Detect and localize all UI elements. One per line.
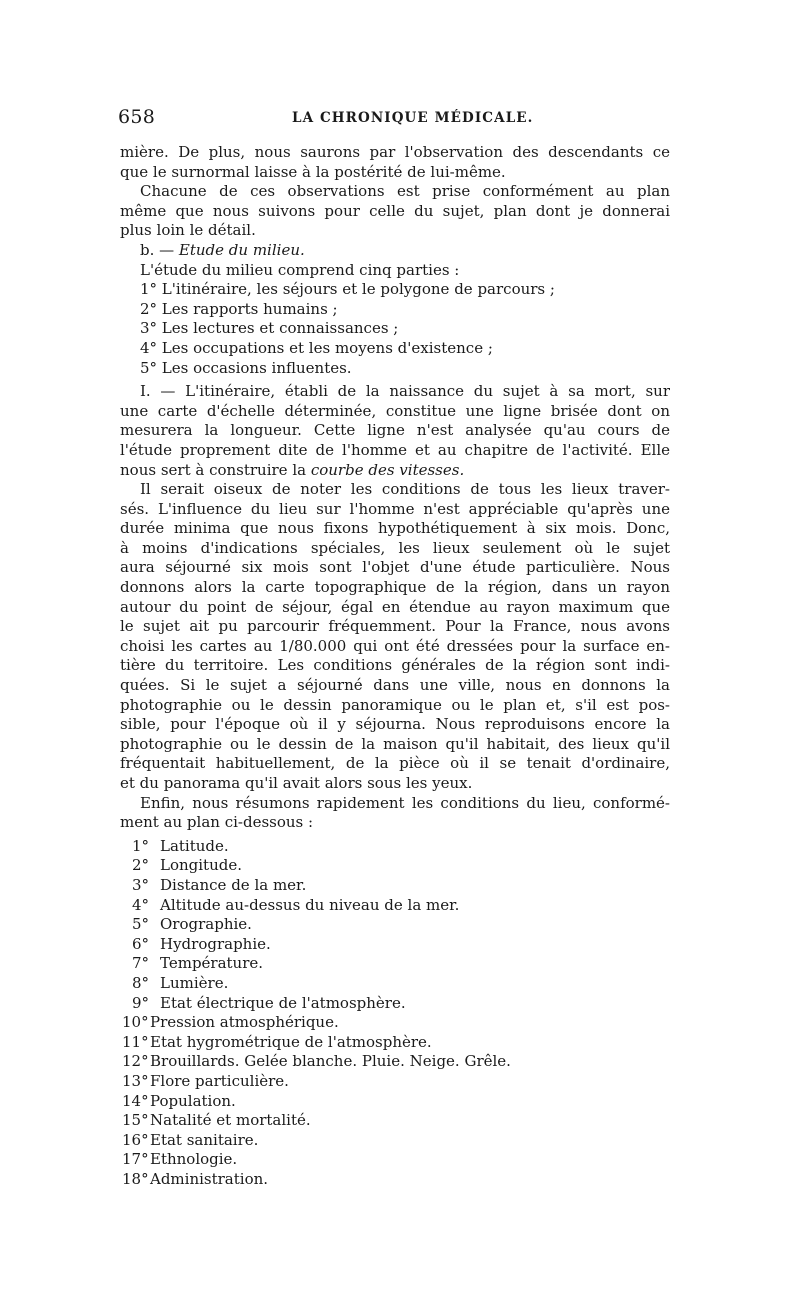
condition-number: 17° xyxy=(122,1150,149,1169)
condition-number: 3° xyxy=(132,875,150,894)
text-line: donnons alors la carte topographique de la région, dans un rayon xyxy=(120,578,670,597)
condition-item xyxy=(120,1131,670,1151)
section-prefix: b. — xyxy=(140,240,179,259)
text-line: que le surnormal laisse à la postérité de lui-même. xyxy=(120,162,506,181)
condition-item xyxy=(120,1052,670,1072)
condition-number: 14° xyxy=(122,1091,149,1110)
condition-number: 13° xyxy=(122,1071,149,1090)
condition-text: Latitude. xyxy=(160,836,229,855)
text-line: et du panorama qu'il avait alors sous les yeux. xyxy=(120,774,473,792)
page-number: 658 xyxy=(118,106,156,128)
text-line: Chacune de ces observations est prise conformément au plan xyxy=(140,182,670,201)
text-line: Il serait oiseux de noter les conditions de tous les lieux traver- xyxy=(140,480,670,499)
condition-number: 2° xyxy=(132,856,150,875)
page-header xyxy=(118,106,678,130)
italic-term: courbe des vitesses. xyxy=(310,460,465,479)
condition-number: 11° xyxy=(122,1032,149,1051)
text-line: autour du point de séjour, égal en étendue au rayon maximum que xyxy=(120,597,670,616)
condition-number: 10° xyxy=(122,1013,149,1032)
text-line: L'étude du milieu comprend cinq parties : xyxy=(140,260,460,279)
text-line: Enfin, nous résumons rapidement les conditions du lieu, conformé- xyxy=(140,793,670,812)
list-item: 3° Les lectures et connaissances ; xyxy=(140,319,399,338)
text-line: ment au plan ci-dessous : xyxy=(120,813,314,832)
condition-text: Longitude. xyxy=(160,856,242,875)
condition-number: 9° xyxy=(132,993,150,1012)
condition-item xyxy=(120,876,670,896)
condition-item xyxy=(120,935,670,955)
condition-text: Pression atmosphérique. xyxy=(150,1013,339,1032)
condition-text: Hydrographie. xyxy=(160,934,271,953)
list-item: 2° Les rapports humains ; xyxy=(140,299,338,318)
condition-text: Lumière. xyxy=(160,973,229,992)
condition-text: Orographie. xyxy=(160,915,252,934)
text-line: même que nous suivons pour celle du sujet, plan dont je donnerai xyxy=(120,201,670,220)
text-line: tière du territoire. Les conditions générales de la région sont indi- xyxy=(120,656,670,675)
condition-number: 6° xyxy=(132,934,150,953)
condition-item xyxy=(120,994,670,1014)
condition-item xyxy=(120,915,670,935)
text-line: plus loin le détail. xyxy=(120,221,256,240)
condition-number: 15° xyxy=(122,1111,149,1130)
condition-text: Température. xyxy=(160,954,264,973)
text-line: I. — L'itinéraire, établi de la naissance du sujet à sa mort, sur xyxy=(140,382,670,401)
text-line: durée minima que nous fixons hypothétiquement à six mois. Donc, xyxy=(120,519,670,538)
condition-item xyxy=(120,1150,670,1170)
text-line: photographie ou le dessin de la maison qu'il habitait, des lieux qu'il xyxy=(120,734,670,753)
condition-item xyxy=(120,1013,670,1033)
text-fragment: nous sert à construire la xyxy=(120,460,311,479)
condition-item xyxy=(120,1072,670,1092)
list-item: 1° L'itinéraire, les séjours et le polygone de parcours ; xyxy=(140,280,555,299)
running-title: LA CHRONIQUE MÉDICALE. xyxy=(292,110,534,126)
condition-number: 18° xyxy=(122,1169,149,1188)
condition-text: Distance de la mer. xyxy=(160,875,307,894)
text-line: sible, pour l'époque où il y séjourna. Nous reproduisons encore la xyxy=(120,715,670,734)
conditions-list xyxy=(120,837,670,1190)
condition-item xyxy=(120,954,670,974)
condition-text: Etat hygrométrique de l'atmosphère. xyxy=(150,1032,432,1051)
condition-number: 16° xyxy=(122,1130,149,1149)
condition-item xyxy=(120,856,670,876)
condition-item xyxy=(120,837,670,857)
condition-item xyxy=(120,1170,670,1190)
condition-text: Natalité et mortalité. xyxy=(150,1111,311,1130)
section-title: Etude du milieu. xyxy=(178,240,305,259)
text-line: mesurera la longueur. Cette ligne n'est analysée qu'au cours de xyxy=(120,421,670,440)
text-line: une carte d'échelle déterminée, constitue une ligne brisée dont on xyxy=(120,401,670,420)
condition-number: 7° xyxy=(132,954,150,973)
text-line: à moins d'indications spéciales, les lieux seulement où le sujet xyxy=(120,538,670,557)
text-line: choisi les cartes au 1/80.000 qui ont été dressées pour la surface en- xyxy=(120,636,670,655)
condition-text: Etat électrique de l'atmosphère. xyxy=(160,993,406,1012)
condition-text: Brouillards. Gelée blanche. Pluie. Neige. Grêle. xyxy=(150,1052,511,1071)
condition-text: Etat sanitaire. xyxy=(150,1130,259,1149)
condition-item xyxy=(120,974,670,994)
text-line: sés. L'influence du lieu sur l'homme n'est appréciable qu'après une xyxy=(120,499,670,518)
condition-text: Population. xyxy=(150,1091,236,1110)
text-line: photographie ou le dessin panoramique ou le plan et, s'il est pos- xyxy=(120,695,670,714)
condition-text: Administration. xyxy=(150,1169,269,1188)
condition-text: Flore particulière. xyxy=(150,1071,289,1090)
condition-number: 8° xyxy=(132,973,150,992)
text-line xyxy=(120,461,670,481)
text-line: quées. Si le sujet a séjourné dans une ville, nous en donnons la xyxy=(120,676,670,695)
condition-text: Ethnologie. xyxy=(150,1150,238,1169)
body-text xyxy=(120,143,670,1189)
text-line: mière. De plus, nous saurons par l'observation des descendants ce xyxy=(120,143,670,161)
text-line: fréquentait habituellement, de la pièce où il se tenait d'ordinaire, xyxy=(120,754,670,773)
list-item: 4° Les occupations et les moyens d'existence ; xyxy=(140,338,493,357)
text-line: le sujet ait pu parcourir fréquemment. Pour la France, nous avons xyxy=(120,617,670,636)
condition-item xyxy=(120,1033,670,1053)
condition-text: Altitude au-dessus du niveau de la mer. xyxy=(160,895,460,914)
condition-item xyxy=(120,1092,670,1112)
list-item: 5° Les occasions influentes. xyxy=(140,358,352,377)
condition-item xyxy=(120,1111,670,1131)
condition-number: 1° xyxy=(132,836,150,855)
condition-item xyxy=(120,896,670,916)
section-heading xyxy=(120,241,670,261)
text-line: aura séjourné six mois sont l'objet d'une étude particulière. Nous xyxy=(120,558,670,577)
condition-number: 12° xyxy=(122,1052,149,1071)
condition-number: 4° xyxy=(132,895,150,914)
text-line: l'étude proprement dite de l'homme et au chapitre de l'activité. Elle xyxy=(120,440,670,459)
condition-number: 5° xyxy=(132,915,150,934)
